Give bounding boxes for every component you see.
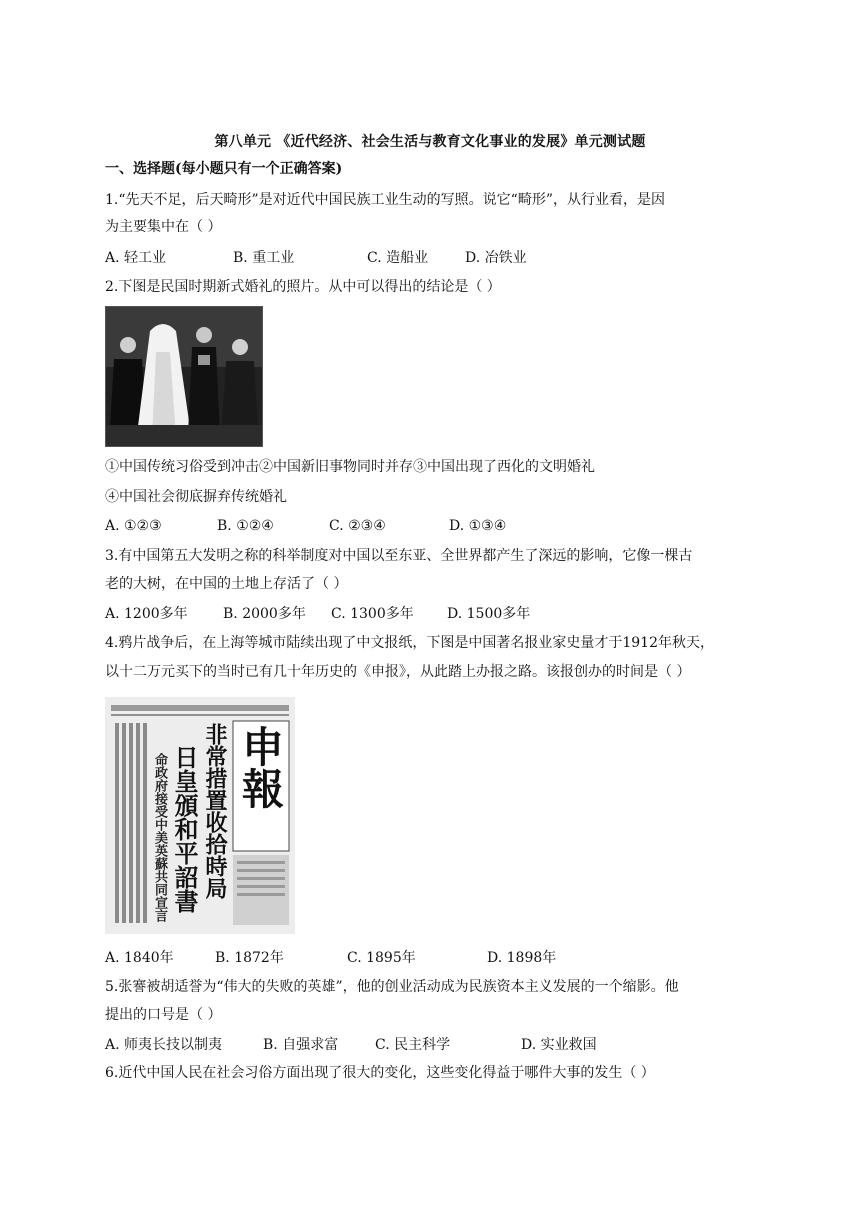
q5-stem-line2: 提出的口号是（ ） xyxy=(105,1007,222,1023)
q1-option-c[interactable]: C. 造船业 xyxy=(367,250,429,266)
wedding-photo xyxy=(105,306,263,447)
q5-option-d[interactable]: D. 实业救国 xyxy=(521,1037,597,1053)
newspaper-headline-3: 命政府接受中美英蘇共同宣言 xyxy=(152,753,167,922)
section-heading: 一、选择题(每小题只有一个正确答案) xyxy=(105,161,343,177)
q4-option-c[interactable]: C. 1895年 xyxy=(347,950,416,966)
q4-option-d[interactable]: D. 1898年 xyxy=(487,950,557,966)
q3-option-c[interactable]: C. 1300多年 xyxy=(331,606,414,622)
q1-stem-line2: 为主要集中在（ ） xyxy=(105,219,222,235)
q3-options xyxy=(105,604,530,624)
q2-option-b[interactable]: B. ①②④ xyxy=(217,518,274,534)
q5-option-c[interactable]: C. 民主科学 xyxy=(375,1037,451,1053)
q2-option-c[interactable]: C. ②③④ xyxy=(329,518,386,534)
q5-option-b[interactable]: B. 自强求富 xyxy=(263,1037,339,1053)
shenbao-newspaper-image xyxy=(105,697,295,934)
document-title: 第八单元 《近代经济、社会生活与教育文化事业的发展》单元测试题 xyxy=(214,134,646,150)
q1-option-b[interactable]: B. 重工业 xyxy=(233,250,295,266)
q2-statements-line2: ④中国社会彻底摒弃传统婚礼 xyxy=(105,489,287,505)
q1-option-a[interactable]: A. 轻工业 xyxy=(105,250,167,266)
newspaper-headline-2: 日皇頒和平詔書 xyxy=(170,745,199,913)
q4-option-a[interactable]: A. 1840年 xyxy=(105,950,174,966)
q3-option-b[interactable]: B. 2000多年 xyxy=(223,606,306,622)
q2-stem: 2.下图是民国时期新式婚礼的照片。从中可以得出的结论是（ ） xyxy=(105,279,501,295)
q2-options xyxy=(105,516,506,536)
q3-stem-line2: 老的大树，在中国的土地上存活了（ ） xyxy=(105,576,348,592)
q5-options xyxy=(105,1035,597,1055)
q2-statements-line1: ①中国传统习俗受到冲击②中国新旧事物同时并存③中国出现了西化的文明婚礼 xyxy=(105,459,595,475)
newspaper-headline-1: 非常措置收拾時局 xyxy=(202,723,228,899)
q6-stem: 6.近代中国人民在社会习俗方面出现了很大的变化，这些变化得益于哪件大事的发生（ ） xyxy=(105,1065,655,1081)
q1-options xyxy=(105,248,527,268)
q4-stem-line1: 4.鸦片战争后，在上海等城市陆续出现了中文报纸，下图是中国著名报业家史量才于1912年秋天， xyxy=(105,635,714,651)
q4-stem-line2: 以十二万元买下的当时已有几十年历史的《申报》，从此踏上办报之路。该报创办的时间是（ ） xyxy=(105,664,691,680)
q3-option-d[interactable]: D. 1500多年 xyxy=(447,606,531,622)
q2-option-a[interactable]: A. ①②③ xyxy=(105,518,162,534)
q1-option-d[interactable]: D. 冶铁业 xyxy=(465,250,527,266)
q4-option-b[interactable]: B. 1872年 xyxy=(215,950,284,966)
q3-option-a[interactable]: A. 1200多年 xyxy=(105,606,188,622)
q4-options xyxy=(105,948,556,968)
wedding-photo-image xyxy=(106,307,262,446)
q2-option-d[interactable]: D. ①③④ xyxy=(449,518,507,534)
newspaper-masthead: 申報 xyxy=(236,725,285,809)
q3-stem-line1: 3.有中国第五大发明之称的科举制度对中国以至东亚、全世界都产生了深远的影响，它像一棵古 xyxy=(105,548,693,564)
q5-option-a[interactable]: A. 师夷长技以制夷 xyxy=(105,1037,223,1053)
q5-stem-line1: 5.张謇被胡适誉为“伟大的失败的英雄”，他的创业活动成为民族资本主义发展的一个缩影。他 xyxy=(105,979,679,995)
q1-stem-line1: 1.“先天不足，后天畸形”是对近代中国民族工业生动的写照。说它“畸形”，从行业看，是因 xyxy=(105,192,665,208)
